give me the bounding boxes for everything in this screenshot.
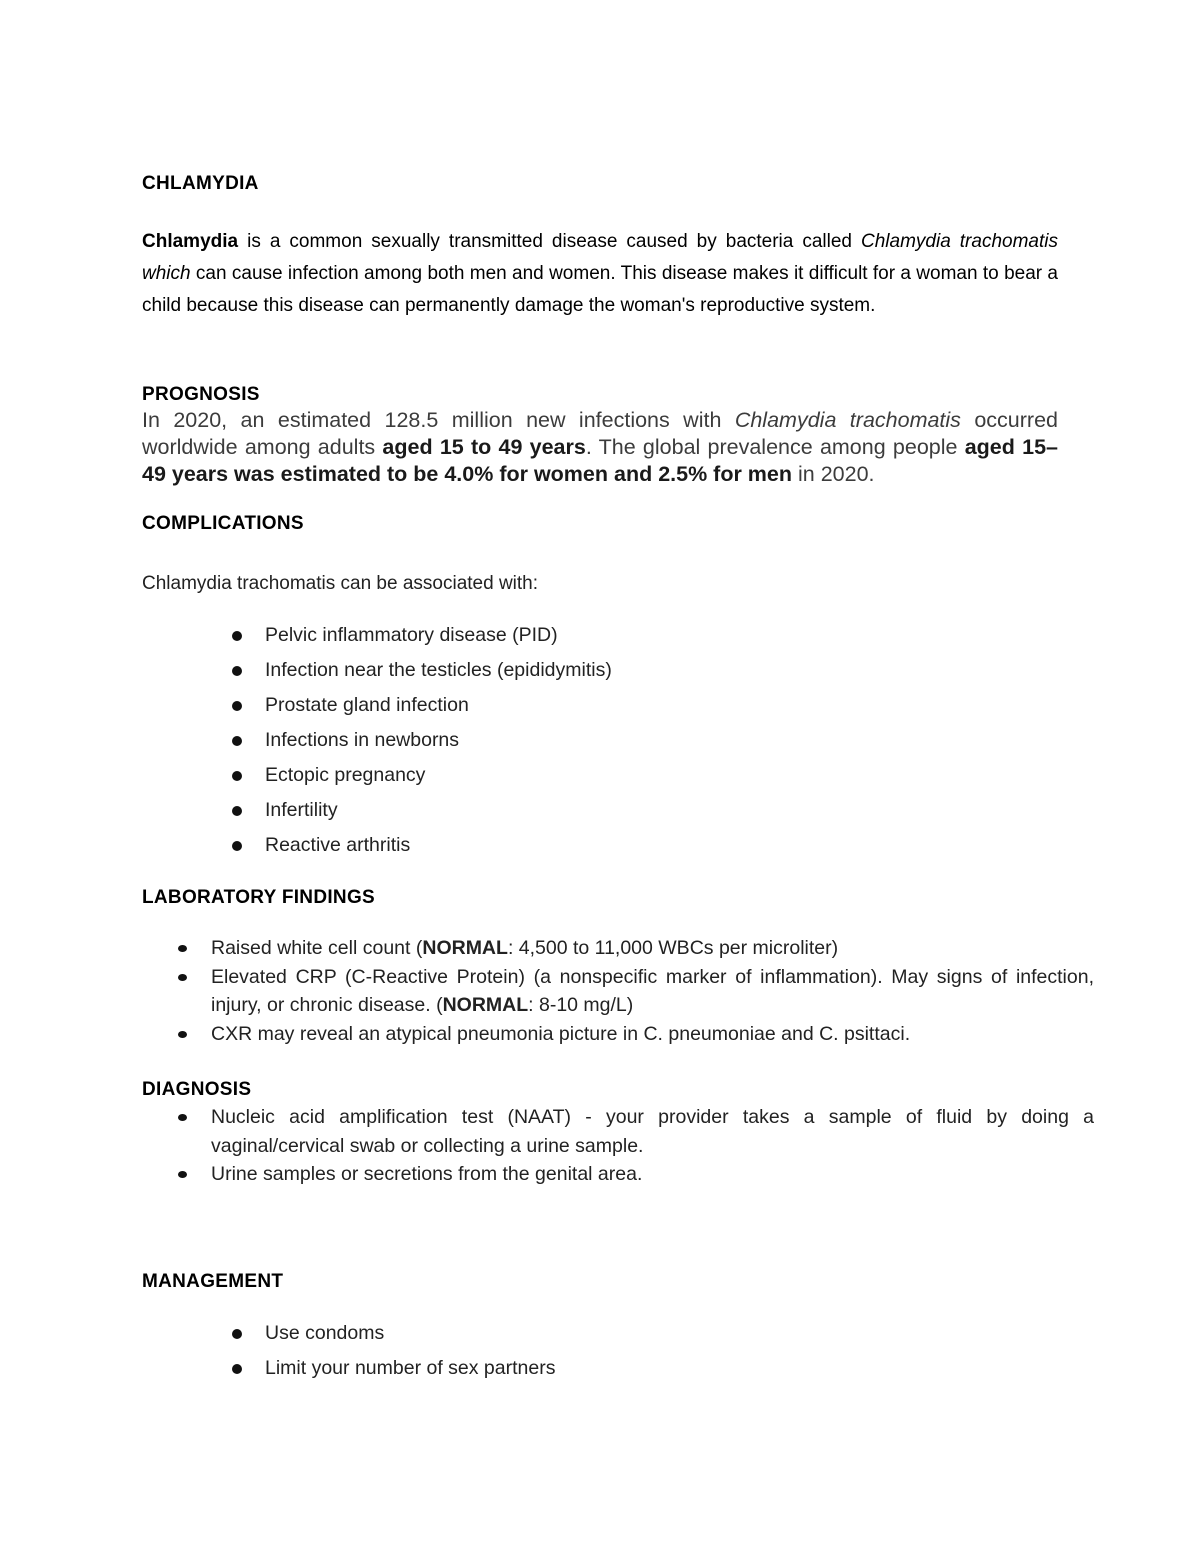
lab-findings-list xyxy=(142,934,1094,1048)
complications-heading: COMPLICATIONS xyxy=(142,513,304,534)
prognosis-organism: Chlamydia trachomatis xyxy=(734,408,961,432)
lab-item-2-range: : 8-10 mg/L) xyxy=(528,994,634,1016)
diagnosis-list xyxy=(142,1103,1094,1189)
list-item: Infections in newborns xyxy=(232,723,1148,758)
prognosis-age-range: aged 15 to 49 years xyxy=(382,435,586,459)
prognosis-prevalence: aged 15–49 years was estimated to be 4.0% for women and 2.5% for men xyxy=(142,435,1058,486)
list-item: Infertility xyxy=(232,793,1148,828)
prognosis-text-4: in 2020. xyxy=(792,462,875,486)
intro-text-1: is a common sexually transmitted disease caused by bacteria called xyxy=(238,231,862,252)
lab-item-1-normal: NORMAL xyxy=(422,937,508,959)
intro-term: Chlamydia xyxy=(142,231,239,252)
list-item: Prostate gland infection xyxy=(232,688,1148,723)
list-item: Use condoms xyxy=(232,1316,1148,1351)
list-item: CXR may reveal an atypical pneumonia picture in C. pneumoniae and C. psittaci. xyxy=(178,1020,1094,1049)
title-heading: CHLAMYDIA xyxy=(142,173,259,194)
lab-findings-heading: LABORATORY FINDINGS xyxy=(142,887,376,908)
list-item: Ectopic pregnancy xyxy=(232,758,1148,793)
management-heading: MANAGEMENT xyxy=(142,1271,284,1292)
list-item xyxy=(178,963,1094,1020)
prognosis-text-3: . The global prevalence among people xyxy=(585,435,965,459)
list-item xyxy=(178,934,1094,963)
prognosis-heading: PROGNOSIS xyxy=(142,384,260,405)
list-item: Limit your number of sex partners xyxy=(232,1351,1148,1386)
intro-organism: Chlamydia trachomatis which xyxy=(142,231,1058,284)
intro-text-2: can cause infection among both men and women. This disease makes it difficult for a woman to bear a child because this disease can permanently damage the woman's reproductive system. xyxy=(142,263,1058,316)
list-item: Infection near the testicles (epididymitis) xyxy=(232,653,1148,688)
list-item: Nucleic acid amplification test (NAAT) - your provider takes a sample of fluid by doing a vaginal/cervical swab or collecting a urine sample. xyxy=(178,1103,1094,1160)
list-item: Pelvic inflammatory disease (PID) xyxy=(232,618,1148,653)
list-item: Reactive arthritis xyxy=(232,828,1148,863)
intro-paragraph xyxy=(142,226,1058,322)
list-item: Urine samples or secretions from the genital area. xyxy=(178,1160,1094,1189)
prognosis-paragraph xyxy=(142,407,1058,488)
complications-intro: Chlamydia trachomatis can be associated with: xyxy=(142,573,539,594)
management-list xyxy=(142,1316,1148,1386)
prognosis-text-1: In 2020, an estimated 128.5 million new infections with xyxy=(142,408,735,432)
complications-list xyxy=(142,618,1148,863)
prognosis-text-2: occurred worldwide among adults xyxy=(142,408,1058,459)
lab-item-2-normal: NORMAL xyxy=(442,994,529,1016)
lab-item-1-range: : 4,500 to 11,000 WBCs per microliter) xyxy=(507,937,839,959)
lab-item-2-text: Elevated CRP (C-Reactive Protein) (a nonspecific marker of inflammation). May signs of infection, injury, or chronic disease. ( xyxy=(211,965,1094,1016)
lab-item-1-text: Raised white cell count ( xyxy=(211,937,423,959)
diagnosis-heading: DIAGNOSIS xyxy=(142,1079,252,1100)
